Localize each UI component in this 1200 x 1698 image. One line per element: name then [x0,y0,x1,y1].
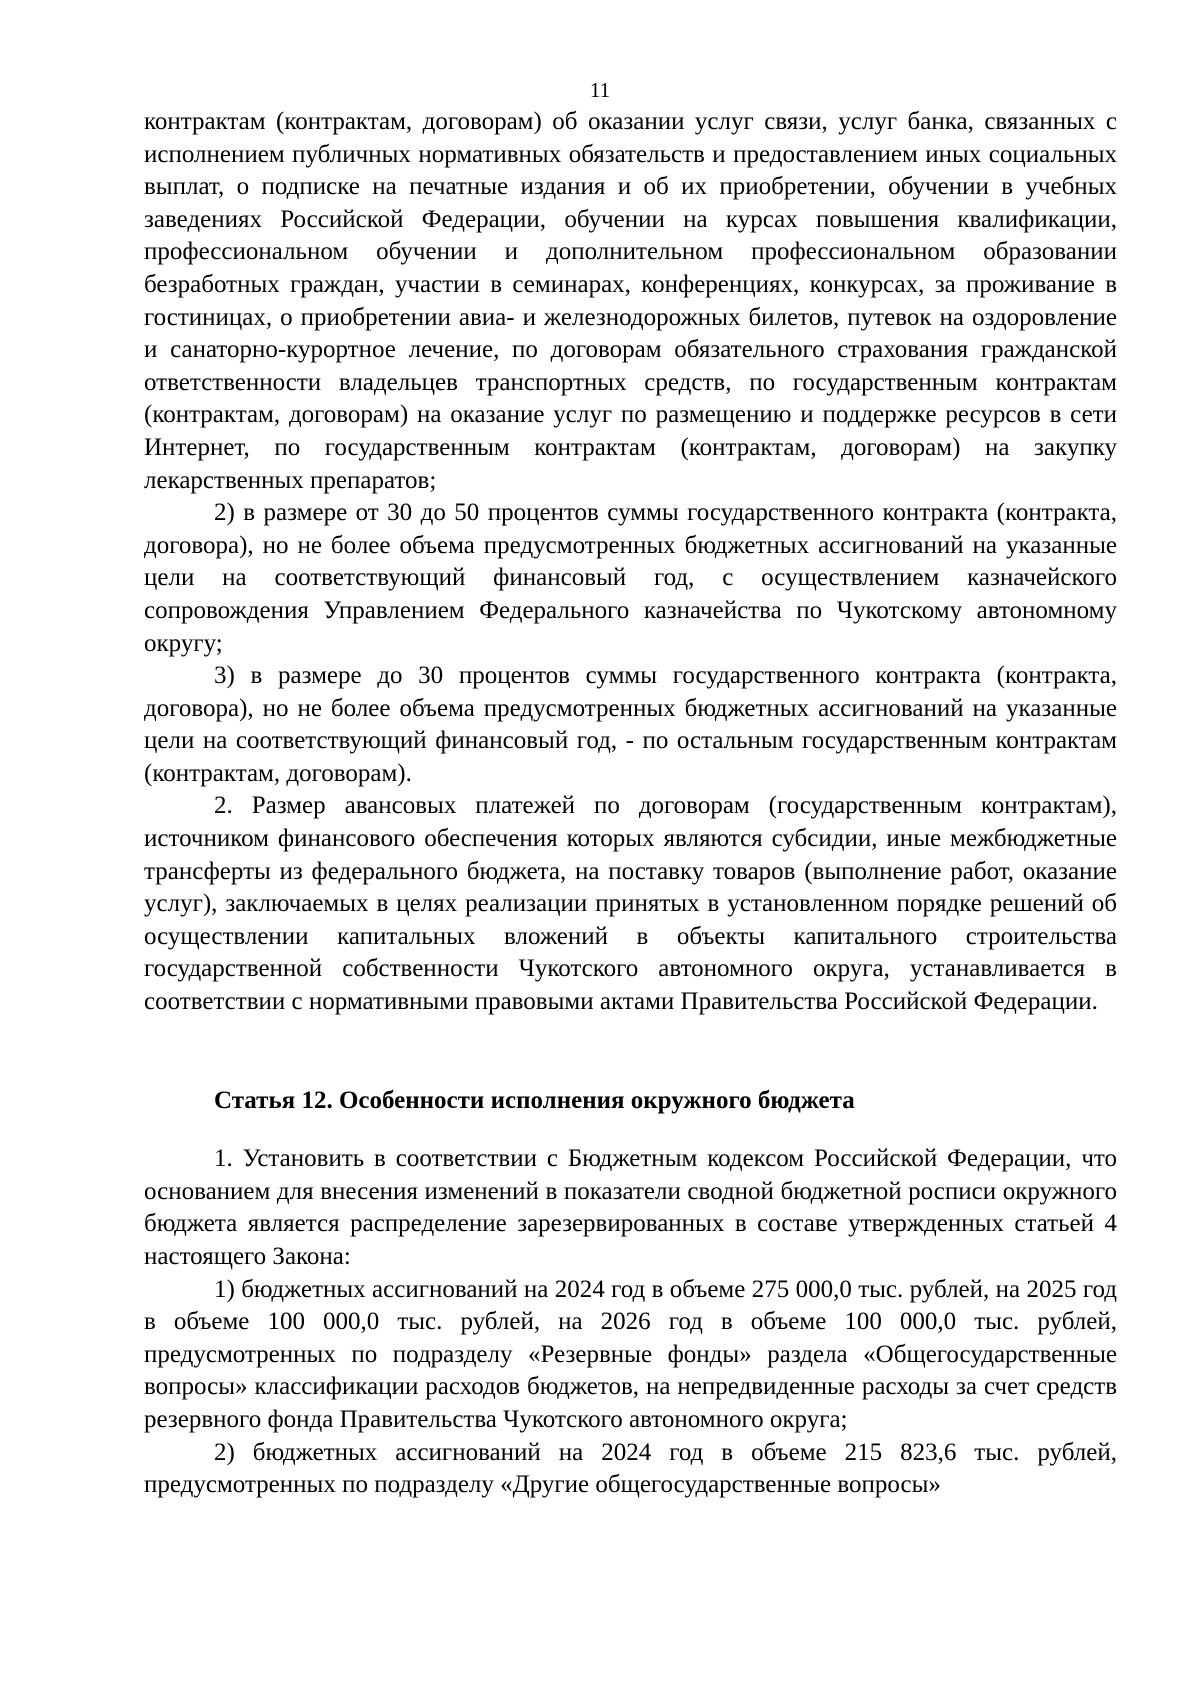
paragraph-subitem-1: 1) бюджетных ассигнований на 2024 год в объеме 275 000,0 тыс. рублей, на 2025 год в объеме 100 000,0 тыс. рублей, на 2026 год в объеме 100 000,0 тыс. рублей, предусмотренных по подразделу «Резервные фонды» раздела «Общегосударственные вопросы» классификации расходов бюджетов, на непредвиденные расходы за счет средств резервного фонда Правительства Чукотского автономного округа; [144,1275,1117,1433]
article-heading: Статья 12. Особенности исполнения окружного бюджета [214,1086,855,1114]
paragraph-section-2: 2. Размер авансовых платежей по договорам (государственным контрактам), источником финансового обеспечения которых являются субсидии, иные межбюджетные трансферты из федерального бюджета, на поставку товаров (выполнение работ, оказание услуг), заключаемых в целях реализации принятых в установленном порядке решений об осуществлении капитальных вложений в объекты капитального строительства государственной собственности Чукотского автономного округа, устанавливается в соответствии с нормативными правовыми актами Правительства Российской Федерации. [144,792,1117,1016]
page-number: 11 [589,78,611,102]
paragraph-item-3: 3) в размере до 30 процентов суммы государственного контракта (контракта, договора), но не более объема предусмотренных бюджетных ассигнований на указанные цели на соответствующий финансовый год, - по остальным государственным контрактам (контрактам, договорам). [144,662,1117,787]
paragraph-continuation: контрактам (контрактам, договорам) об оказании услуг связи, услуг банка, связанных с исполнением публичных нормативных обязательств и предоставлением иных социальных выплат, о подписке на печатные издания и об их приобретении, обучении в учебных заведениях Российской Федерации, обучении на курсах повышения квалификации, профессиональном обучении и дополнительном профессиональном образовании безработных граждан, участии в семинарах, конференциях, конкурсах, за проживание в гостиницах, о приобретении авиа- и железнодорожных билетов, путевок на оздоровление и санаторно-курортное лечение, по договорам обязательного страхования гражданской ответственности владельцев транспортных средств, по государственным контрактам (контрактам, договорам) на оказание услуг по размещению и поддержке ресурсов в сети Интернет, по государственным контрактам (контрактам, договорам) на закупку лекарственных препаратов; [144,108,1117,494]
document-body [144,106,1117,1502]
paragraph-item-2: 2) в размере от 30 до 50 процентов суммы государственного контракта (контракта, договора), но не более объема предусмотренных бюджетных ассигнований на указанные цели на соответствующий финансовый год, с осуществлением казначейского сопровождения Управлением Федерального казначейства по Чукотскому автономному округу; [144,499,1117,657]
paragraph-section-1: 1. Установить в соответствии с Бюджетным кодексом Российской Федерации, что основанием для внесения изменений в показатели сводной бюджетной росписи окружного бюджета является распределение зарезервированных в составе утвержденных статьей 4 настоящего Закона: [144,1145,1117,1270]
paragraph-subitem-2: 2) бюджетных ассигнований на 2024 год в объеме 215 823,6 тыс. рублей, предусмотренных по подразделу «Другие общегосударственные вопросы» [144,1438,1117,1499]
